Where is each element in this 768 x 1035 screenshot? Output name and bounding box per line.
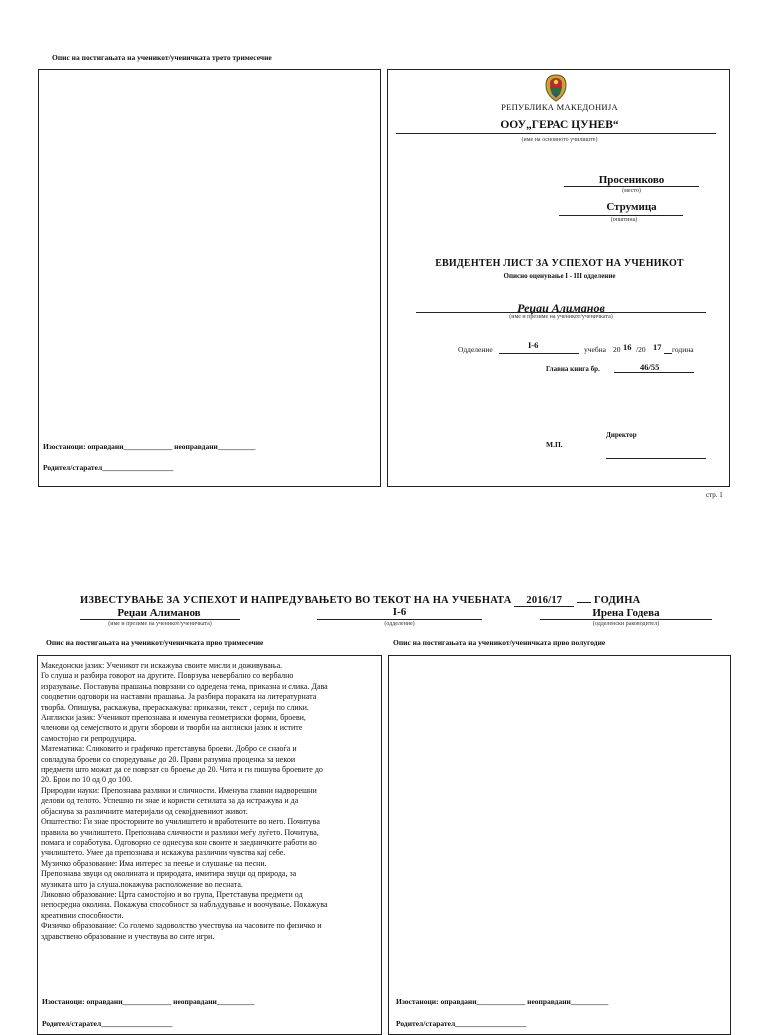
year-end: 17 bbox=[653, 342, 662, 352]
description-line: музиката што ја слуша.покажува расположение во песната. bbox=[41, 879, 243, 889]
village-name: Просениково bbox=[598, 174, 665, 186]
page2-right-parent: Родител/старател___________________ bbox=[396, 1019, 527, 1028]
description-line: изразување. Поставува прашања поврзани со одредена тема, приказна и слика. Дава bbox=[41, 681, 328, 691]
class-label: Одделение bbox=[458, 345, 493, 354]
class-value: I-6 bbox=[528, 340, 539, 350]
page2-description-panel bbox=[37, 655, 382, 1035]
page2-class-underline bbox=[317, 619, 482, 620]
school-name-underline bbox=[396, 133, 716, 134]
document-subtitle: Описно оценување I - III одделение bbox=[503, 272, 616, 280]
description-line: Природни науки: Препознава разлики и сличности. Именува главни надворешни bbox=[41, 785, 317, 795]
municipality-name: Струмица bbox=[606, 201, 657, 213]
description-line: Ликовно образование: Црта самостојно и во група, Претставува предмети од bbox=[41, 889, 303, 899]
description-line: помага и соработува. Одговорно се однесува кон своите и заедничките работи во bbox=[41, 837, 317, 847]
page1-cover-panel bbox=[387, 69, 730, 487]
page2-student-caption: (име и презиме на ученикот/ученичката) bbox=[108, 621, 212, 627]
page2-left-header: Опис на постигањата на ученикот/ученичката прво тримесечие bbox=[46, 638, 264, 647]
description-line: правила во училиштето. Препознава сличности и разлики меѓу луѓето. Почитува, bbox=[41, 827, 319, 837]
page2-class-caption: (одделение) bbox=[384, 621, 415, 627]
page2-student-underline bbox=[80, 619, 240, 620]
year-suffix: година bbox=[672, 345, 694, 354]
year-underline bbox=[664, 353, 672, 354]
registry-value: 46/55 bbox=[640, 362, 660, 372]
description-line: делови од телото. Успешно ги знае и користи сетилата за да истражува и да bbox=[41, 796, 299, 806]
description-line: Македонски јазик: Ученикот ги искажува своите мисли и доживувања. bbox=[41, 661, 283, 670]
description-line: предмети што можат да се поврзат со броење до 20. Чита и ги пишува броевите до bbox=[41, 765, 323, 775]
page2-title-year: 2016/17 bbox=[514, 595, 574, 607]
description-line: Математика: Сликовито и графичко претставува броеви. Добро се снаоѓа и bbox=[41, 744, 297, 754]
director-signature-line bbox=[606, 458, 706, 459]
year-start: 16 bbox=[623, 342, 632, 352]
student-name: Реџаи Алиманов bbox=[517, 301, 605, 315]
description-line: училиштето. Умее да препознава и искажува различни чувства кај себе. bbox=[41, 848, 286, 858]
page2-teacher-name: Ирена Годева bbox=[592, 607, 660, 619]
page2-student-name: Реџаи Алиманов bbox=[117, 607, 201, 619]
description-line: 20. Брои по 10 од 0 до 100. bbox=[41, 775, 133, 785]
year-separator: /20 bbox=[636, 345, 646, 354]
municipality-underline bbox=[559, 215, 683, 216]
description-line: Општество: Ги знае просториите во училиштето и вработените во него. Почитува bbox=[41, 817, 320, 827]
coat-of-arms-emblem bbox=[543, 74, 569, 102]
page2-teacher-underline bbox=[540, 619, 712, 620]
description-line: непосредна околина. Покажува способност за набљудување и воочување. Покажува bbox=[41, 900, 328, 910]
page2-right-header: Опис на постигањата на ученикот/ученичката прво полугодие bbox=[393, 638, 606, 647]
page2-left-absences: Изостаноци: оправдани_____________ неоправдани__________ bbox=[42, 997, 255, 1006]
page2-title-suffix: ГОДИНА bbox=[594, 595, 641, 606]
description-line: Физичко образование: Со големо задоволство учествува на часовите по физичко и bbox=[41, 921, 322, 931]
republic-label: РЕПУБЛИКА МАКЕДОНИЈА bbox=[501, 102, 618, 112]
description-line: творба. Опишува, раскажува, прераскажува: приказни, текст , серија по слики. bbox=[41, 702, 309, 712]
description-line: самостојно ги репродуцира. bbox=[41, 733, 137, 743]
description-line: соодветни одговори на наставни прашања. Ја разбира пораката на литературната bbox=[41, 692, 317, 702]
registry-underline bbox=[614, 372, 694, 373]
document-title: ЕВИДЕНТЕН ЛИСТ ЗА УСПЕХОТ НА УЧЕНИКОТ bbox=[435, 258, 684, 269]
school-name-caption: (име на основното училиште) bbox=[521, 137, 598, 143]
description-line: Англиски јазик: Ученикот препознава и именува геометриски форми, броеви, bbox=[41, 713, 306, 723]
municipality-caption: (општина) bbox=[610, 217, 638, 223]
student-name-caption: (име и презиме на ученикот/ученичката) bbox=[509, 314, 613, 320]
school-year-label: учебна bbox=[584, 345, 607, 354]
page1-left-absences: Изостаноци: оправдани_____________ неоправдани__________ bbox=[43, 442, 256, 451]
page2-left-parent: Родител/старател___________________ bbox=[42, 1019, 173, 1028]
description-line: Музичко образование: Има интерес за пеење и слушање на песни. bbox=[41, 858, 267, 868]
village-caption: (место) bbox=[622, 188, 641, 194]
page2-teacher-caption: (одделенски раководител) bbox=[592, 621, 660, 627]
description-line: Го слуша и разбира говорот на другите. Поврзува невербално со вербално bbox=[41, 671, 294, 681]
description-line: креативни способности. bbox=[41, 910, 124, 920]
year-prefix: 20 bbox=[613, 345, 621, 354]
description-line: членови од семејството и други зборови и творби на англиски јазик и истите bbox=[41, 723, 303, 733]
description-text bbox=[41, 661, 328, 942]
seal-label: М.П. bbox=[546, 440, 563, 449]
description-line: објаснува за различните материјали од секојдневниот живот. bbox=[41, 806, 248, 816]
director-label: Директор bbox=[606, 431, 637, 439]
page1-left-panel bbox=[38, 69, 381, 487]
page1-left-parent: Родител/старател___________________ bbox=[43, 463, 174, 472]
class-underline bbox=[499, 353, 579, 354]
registry-label: Главна книга бр. bbox=[546, 365, 600, 373]
school-name: ООУ„ГЕРАС ЦУНЕВ“ bbox=[500, 119, 619, 131]
student-name-underline bbox=[416, 312, 706, 313]
page2-right-panel bbox=[388, 655, 731, 1035]
page2-title-main: ИЗВЕСТУВАЊЕ ЗА УСПЕХОТ И НАПРЕДУВАЊЕТО ВО ТЕКОТ НА НА УЧЕБНАТА bbox=[80, 595, 512, 606]
page2-class-value: I-6 bbox=[392, 606, 407, 618]
page2-title-blank bbox=[577, 602, 591, 603]
page-number: стр. 1 bbox=[706, 491, 723, 499]
description-line: здравствено образование и учествува во сите игри. bbox=[41, 931, 215, 941]
description-line: Препознава звуци од околината и природата, имитира звуци од природа, за bbox=[41, 869, 297, 879]
page1-left-header: Опис на постигањата на ученикот/ученичката трето тримесечие bbox=[52, 53, 272, 62]
page2-right-absences: Изостаноци: оправдани_____________ неоправдани__________ bbox=[396, 997, 609, 1006]
village-underline bbox=[564, 186, 699, 187]
description-line: совладува броеви со споредување до 20. Прави разумна проценка за некои bbox=[41, 754, 296, 764]
